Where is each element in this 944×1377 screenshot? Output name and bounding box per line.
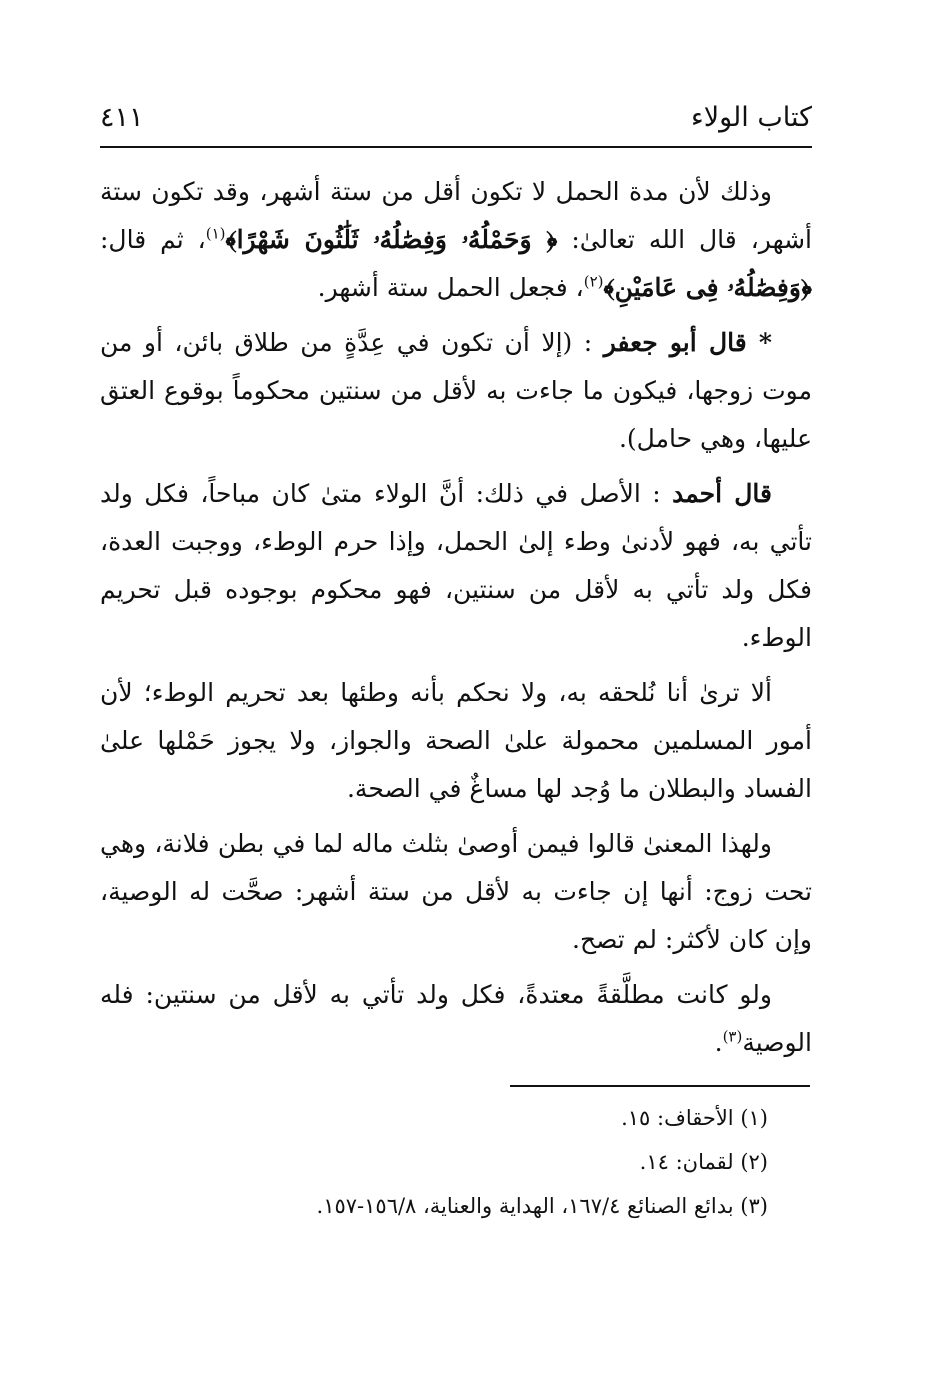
footnotes xyxy=(100,1096,768,1228)
paragraph-text: ألا ترىٰ أنا نُلحقه به، ولا نحكم بأنه وطئها بعد تحريم الوطء؛ لأن أمور المسلمين محمولة علىٰ الصحة والجواز، ولا يجوز حَمْلها علىٰ الفساد والبطلان ما وُجد لها مساغٌ في الصحة. xyxy=(100,678,812,803)
paragraph-text: وذلك لأن مدة الحمل لا تكون أقل من ستة أشهر، وقد تكون ستة أشهر، قال الله تعالىٰ: xyxy=(100,177,812,254)
speaker-label: * قال أبو جعفر xyxy=(603,328,772,357)
paragraph-1 xyxy=(100,168,812,312)
footnote-divider xyxy=(510,1085,810,1087)
page-header xyxy=(100,100,812,148)
paragraph-3 xyxy=(100,470,812,662)
paragraph-6 xyxy=(100,971,812,1067)
paragraph-4 xyxy=(100,669,812,813)
running-title: كتاب الولاء xyxy=(691,102,812,133)
paragraph-text: ولهذا المعنىٰ قالوا فيمن أوصىٰ بثلث ماله لما في بطن فلانة، وهي تحت زوج: أنها إن جاءت به لأقل من ستة أشهر: صحَّت له الوصية، وإن كان لأكثر: لم تصح. xyxy=(100,829,812,954)
footnote-ref: (٣) xyxy=(722,1027,743,1046)
footnote-1: (١) الأحقاف: ١٥. xyxy=(621,1106,768,1130)
paragraph-text: : (إلا أن تكون في عِدَّةٍ من طلاق بائن، أو من موت زوجها، فيكون ما جاءت به لأقل من سنتين محكوماً بوقوع العتق عليها، وهي حامل). xyxy=(100,328,812,453)
footnote-3: (٣) بدائع الصنائع ١٦٧/٤، الهداية والعناية، ١٥٦/٨-١٥٧. xyxy=(316,1194,768,1218)
main-text xyxy=(100,168,812,1074)
paragraph-2 xyxy=(100,319,812,463)
footnote-ref: (٢) xyxy=(583,272,604,291)
quran-quote: ﴿وَفِصَٰلُهُۥ فِى عَامَيْنِ﴾ xyxy=(603,273,812,302)
paragraph-text: : الأصل في ذلك: أنَّ الولاء متىٰ كان مباحاً، فكل ولد تأتي به، فهو لأدنىٰ وطء إلىٰ الحمل، وإذا حرم الوطء، ووجبت العدة، فكل ولد تأتي به لأقل من سنتين، فهو محكوم بوجوده قبل تحريم الوطء. xyxy=(100,479,812,652)
paragraph-5 xyxy=(100,820,812,964)
paragraph-text: ، فجعل الحمل ستة أشهر. xyxy=(317,273,584,302)
footnote-2: (٢) لقمان: ١٤. xyxy=(639,1150,768,1174)
paragraph-text: ولو كانت مطلَّقةً معتدةً، فكل ولد تأتي به لأقل من سنتين: فله الوصية xyxy=(100,980,812,1057)
footnote-ref: (١) xyxy=(205,224,226,243)
page-number: ٤١١ xyxy=(100,102,144,133)
paragraph-text: ، ثم قال: xyxy=(100,225,206,254)
paragraph-end: . xyxy=(714,1028,723,1057)
speaker-label: قال أحمد xyxy=(672,479,772,508)
quran-quote: ﴿ وَحَمْلُهُۥ وَفِصَٰلُهُۥ ثَلَٰثُونَ شَهْرًا﴾ xyxy=(225,225,558,254)
